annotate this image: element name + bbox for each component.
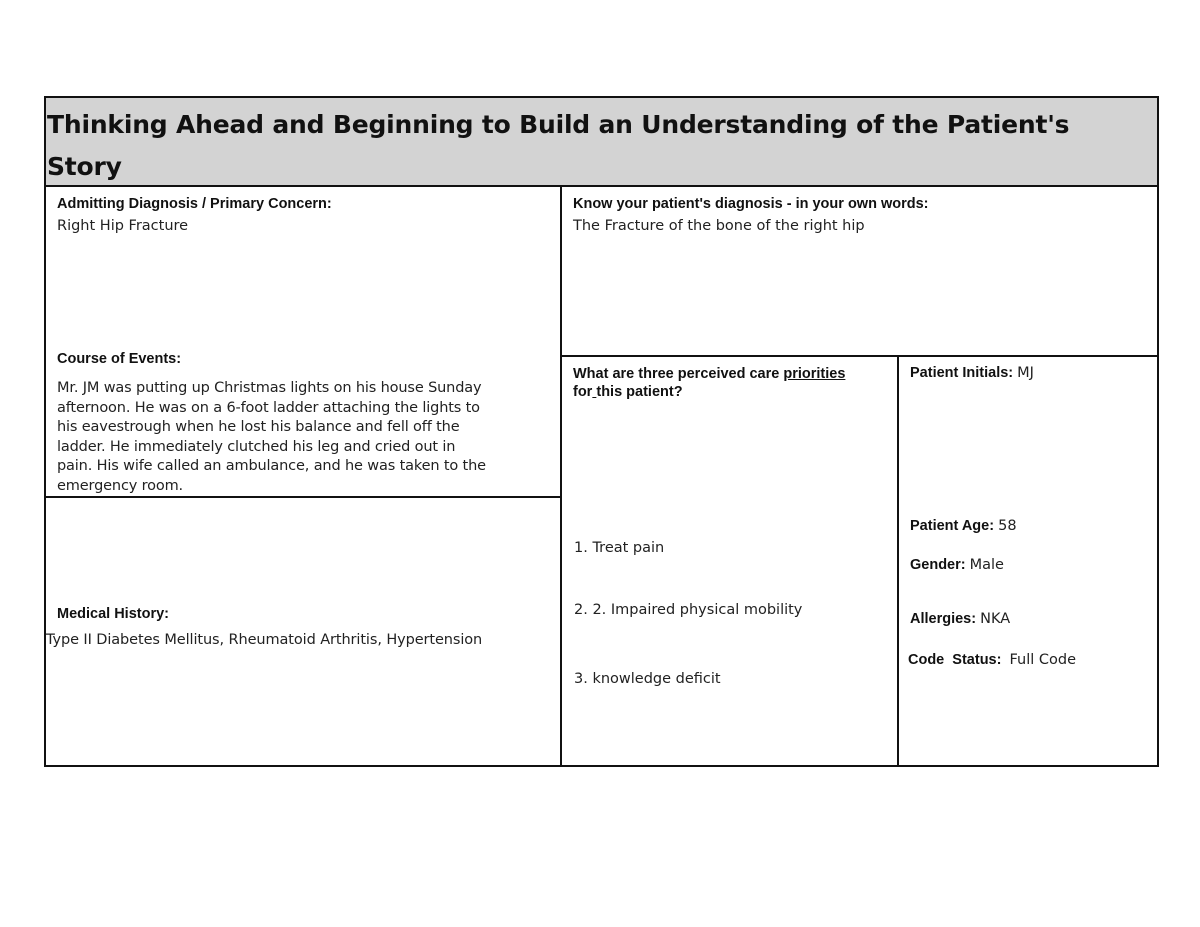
patient-allergies-value: NKA [980,611,1011,627]
patient-gender-value: Male [969,557,1004,573]
patient-initials-field [910,364,1034,382]
patient-code-status-label: Code Status: [908,652,1002,668]
admitting-diagnosis-label: Admitting Diagnosis / Primary Concern: [57,196,332,212]
patient-allergies-field [910,610,1010,628]
patient-code-status-value: Full Code [1009,652,1077,668]
patient-gender-field [910,556,1004,574]
care-priorities-label-part1: What are three perceived care [573,366,784,382]
frame-left-border [44,96,46,767]
page-title: Thinking Ahead and Beginning to Build an Understanding of the Patient's Story [47,110,1070,181]
priority-item-1: 1. Treat pain [574,540,665,556]
course-line: afternoon. He was on a 6-foot ladder attaching the lights to [57,399,480,416]
right-section-divider [560,355,1159,357]
patient-age-value: 58 [998,518,1017,534]
course-line: emergency room. [57,477,184,494]
patient-initials-value: MJ [1017,365,1034,381]
patient-initials-label: Patient Initials: [910,365,1014,381]
patient-age-field [910,517,1017,535]
frame-title-divider [44,185,1159,187]
care-priorities-label-line2-suffix: this patient? [596,384,683,400]
care-priorities-question [573,365,845,401]
course-of-events-text [57,379,562,496]
care-priorities-label-underlined: priorities [783,366,846,382]
admitting-diagnosis-value: Right Hip Fracture [57,218,189,234]
course-line: Mr. JM was putting up Christmas lights on his house Sunday [57,380,482,396]
right-column-divider [897,355,899,767]
frame-right-border [1157,96,1159,767]
patient-code-status-field [908,651,1076,669]
medical-history-value: Type II Diabetes Mellitus, Rheumatoid Arthritis, Hypertension [46,632,483,648]
priority-item-2: 2. 2. Impaired physical mobility [574,602,803,618]
left-section-divider [44,496,561,498]
frame-bottom-border [44,765,1159,767]
medical-history-label: Medical History: [57,606,169,622]
course-of-events-label: Course of Events: [57,351,182,367]
frame-top-border [44,96,1159,98]
patient-age-label: Patient Age: [910,518,995,534]
course-line: pain. His wife called an ambulance, and he was taken to the [57,458,486,474]
care-priorities-label-line2-prefix: for [573,384,593,400]
course-line: his eavestrough when he lost his balance and fell off the [57,419,460,435]
patient-allergies-label: Allergies: [910,611,977,627]
course-line: ladder. He immediately clutched his leg and cried out in [57,438,456,455]
know-diagnosis-value: The Fracture of the bone of the right hip [573,218,865,234]
know-diagnosis-label: Know your patient's diagnosis - in your own words: [573,196,929,212]
patient-gender-label: Gender: [910,557,966,573]
priority-item-3: 3. knowledge deficit [574,671,721,687]
